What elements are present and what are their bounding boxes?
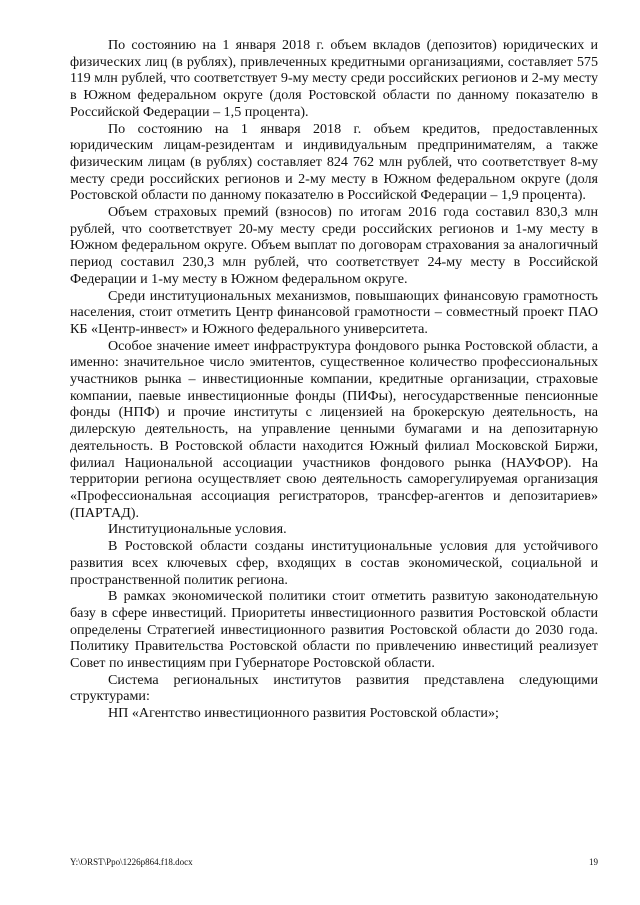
page-number: 19: [589, 857, 598, 867]
paragraph-insurance: Объем страховых премий (взносов) по итогам 2016 года составил 830,3 млн рублей, что соответствует 20-му месту среди российских регионов и 1-му месту в Южном федеральном округе. Объем выплат по договорам страхования за аналогичный период составил 230,3 млн рублей, что соответствует 24-му месту в Российской Федерации и 1-му месту в Южном федеральном округе.: [70, 204, 598, 287]
paragraph-stock-market: Особое значение имеет инфраструктура фондового рынка Ростовской области, а именно: значительное число эмитентов, существенное количество профессиональных участников рынка – инвестиционные компании, кредитные организации, страховые компании, паевые инвестиционные фонды (ПИФы), негосударственные пенсионные фонды (НПФ) и прочие институты с лицензией на брокерскую деятельность, на дилерскую деятельность, на управление ценными бумагами и на депозитарную деятельность. В Ростовской области находится Южный филиал Московской Биржи, филиал Национальной ассоциации участников фондового рынка (НАУФОР). На территории региона осуществляет свою деятельность саморегулируемая организация «Профессиональная ассоциация регистраторов, трансфер-агентов и депозитариев» (ПАРТАД).: [70, 337, 598, 521]
paragraph-deposits: По состоянию на 1 января 2018 г. объем вкладов (депозитов) юридических и физических лиц (в рублях), привлеченных кредитными организациями, составляет 575 119 млн рублей, что соответствует 9-му месту среди российских регионов и 2-му месту в Южном федеральном округе (доля Ростовской области по данному показателю в Российской Федерации – 1,5 процента).: [70, 37, 598, 120]
footer-file-path: Y:\ORST\Ppo\1226p864.f18.docx: [70, 857, 193, 867]
document-body: [70, 37, 598, 722]
paragraph-institutional-heading: Институциональные условия.: [108, 521, 287, 538]
paragraph-economic-policy: В рамках экономической политики стоит отметить развитую законодательную базу в сфере инвестиций. Приоритеты инвестиционного развития Ростовской области определены Стратегией инвестиционного развития Ростовской области до 2030 года. Политику Правительства Ростовской области по привлечению инвестиций реализует Совет по инвестициям при Губернаторе Ростовской области.: [70, 588, 598, 672]
paragraph-credits: По состоянию на 1 января 2018 г. объем кредитов, предоставленных юридическим лицам-резидентам и индивидуальным предпринимателям, а также физическим лицам (в рублях) составляет 824 762 млн рублей, что соответствует 8-му месту среди российских регионов и 2-му месту в Южном федеральном округе (доля Ростовской области по данному показателю в Российской Федерации – 1,9 процента).: [70, 120, 598, 204]
paragraph-development-institutions: Система региональных институтов развития представлена следующими структурами:: [70, 671, 598, 705]
paragraph-financial-literacy: Среди институциональных механизмов, повышающих финансовую грамотность населения, стоит отметить Центр финансовой грамотности – совместный проект ПАО КБ «Центр-инвест» и Южного федерального университета.: [70, 287, 598, 337]
paragraph-institutional-conditions: В Ростовской области созданы институциональные условия для устойчивого развития всех ключевых сфер, входящих в состав экономической, социальной и пространственной политик региона.: [70, 538, 598, 588]
paragraph-agency-item: НП «Агентство инвестиционного развития Ростовской области»;: [108, 705, 499, 722]
